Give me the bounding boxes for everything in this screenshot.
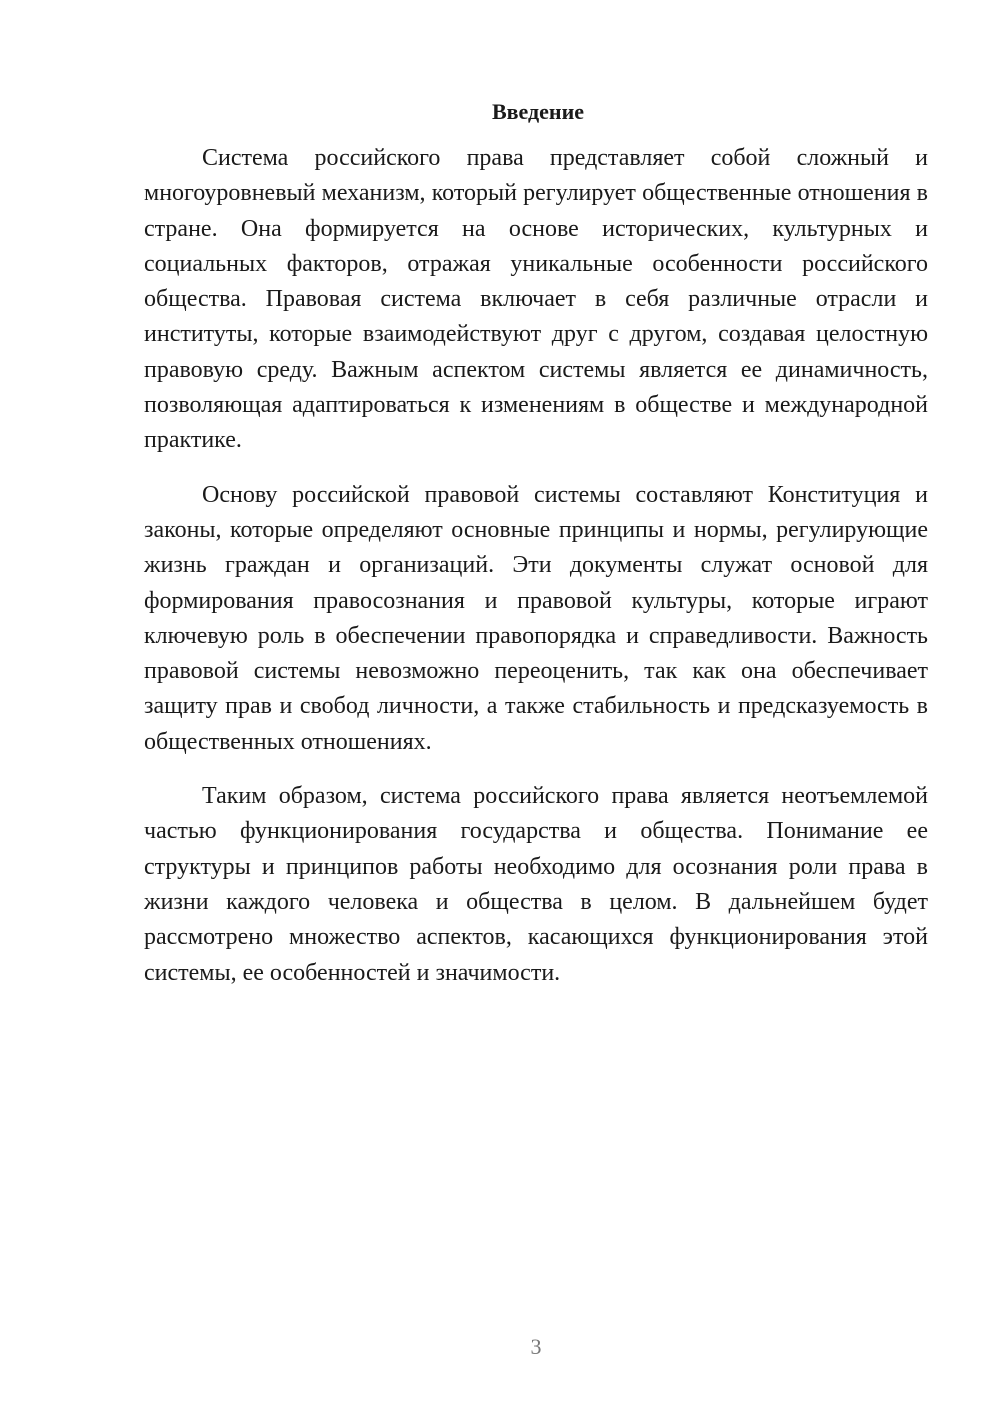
page-number: 3	[530, 1334, 542, 1359]
section-title: Введение	[491, 99, 585, 124]
paragraph-2: Основу российской правовой системы составляют Конституция и законы, которые определяют основные принципы и нормы, регулирующие жизнь граждан и организаций. Эти документы служат основой для формирования правосознания и правовой культуры, которые играют ключевую роль в обеспечении правопорядка и справедливости. Важность правовой системы невозможно переоценить, так как она обеспечивает защиту прав и свобод личности, а также стабильность и предсказуемость в общественных отношениях.	[144, 481, 928, 755]
paragraph-3: Таким образом, система российского права является неотъемлемой частью функционирования государства и общества. Понимание ее структуры и принципов работы необходимо для осознания роли права в жизни каждого человека и общества в целом. В дальнейшем будет рассмотрено множество аспектов, касающихся функционирования этой системы, ее особенностей и значимости.	[144, 783, 928, 986]
page-content	[144, 97, 928, 991]
paragraph-1: Система российского права представляет собой сложный и многоуровневый механизм, который регулирует общественные отношения в стране. Она формируется на основе исторических, культурных и социальных факторов, отражая уникальные особенности российского общества. Правовая система включает в себя различные отрасли и институты, которые взаимодействуют друг с другом, создавая целостную правовую среду. Важным аспектом системы является ее динамичность, позволяющая адаптироваться к изменениям в обществе и международной практике.	[144, 145, 928, 454]
